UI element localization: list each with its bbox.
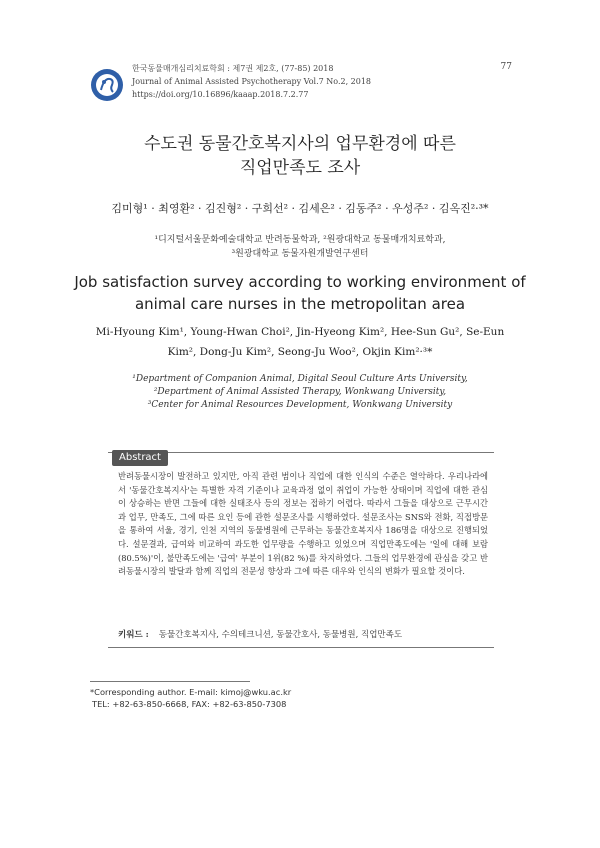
footnote-divider (90, 681, 250, 682)
english-affiliation-line: ²Department of Animal Assisted Therapy, Wonkwang University, (153, 387, 447, 397)
english-affiliation-line: ¹Department of Companion Animal, Digital Seoul Culture Arts University, (132, 374, 468, 384)
english-title-line: animal care nurses in the metropolitan area (134, 295, 466, 313)
abstract-label: Abstract (112, 450, 168, 466)
contact-numbers: TEL: +82-63-850-6668, FAX: +82-63-850-7308 (92, 699, 287, 709)
korean-affiliations (40, 233, 560, 261)
english-title (40, 271, 560, 315)
korean-title (40, 132, 560, 180)
abstract-text: 반려동물시장이 발전하고 있지만, 아직 관련 범이나 직업에 대한 인식의 수준은 열악하다. 우리나라에서 '동물간호복지사'는 특별한 자격 기준이나 교육과정 없이 취업이 가능한 상태이며 직업에 대한 관심이 상승하는 반면 그들에 대한 실태조사 등의 정보는 접하기 어렵다. 따라서 그들을 대상으로 근무시간과 업무, 만족도, 그에 따른 요인 등에 관한 설문조사를 시행하였다. 설문조사는 SNS와 전화, 직접방문을 통하여 서울, 경기, 인천 지역의 동물병원에 근무하는 동물간호복지사 186명을 대상으로 진행되었다. 설문결과, 급여와 비교하여 과도한 업무량을 수행하고 있었으며 직업만족도에는 '일에 대해 보람(80.5%)'이, 불만족도에는 '급여' 부분이 1위(82 %)를 차지하였다. 그들의 업무환경에 관심을 갖고 반려동물시장의 발달과 함께 직업의 전문성 향상과 그에 따른 대우와 인식의 변화가 필요할 것이다. (118, 471, 488, 577)
journal-header-korean: 한국동물매개심리치료학회 : 제7권 제2호, (77-85) 2018 (132, 64, 334, 73)
page-number: 77 (500, 62, 512, 72)
korean-title-line: 직업만족도 조사 (239, 158, 361, 178)
english-authors (90, 322, 510, 362)
corresponding-author: *Corresponding author. E-mail: kimoj@wku.ac.kr (90, 687, 292, 697)
keywords-label: 키워드 : (118, 630, 149, 640)
society-logo (90, 68, 124, 102)
footnote (90, 686, 291, 710)
doi-link[interactable]: https://doi.org/10.16896/kaaap.2018.7.2.77 (132, 90, 309, 99)
korean-title-line: 수도권 동물간호복지사의 업무환경에 따른 (144, 134, 456, 154)
journal-header (132, 62, 371, 101)
keywords-list: 동물간호복지사, 수의테크니션, 동물간호사, 동물병원, 직업만족도 (158, 630, 403, 640)
english-title-line: Job satisfaction survey according to working environment of (74, 273, 526, 291)
korean-affiliation-line: ¹디지털서울문화예술대학교 반려동물학과, ²원광대학교 동물매개치료학과, (154, 235, 446, 245)
english-authors-line: Kim², Dong-Ju Kim², Seong-Ju Woo², Okjin Kim²·³* (167, 346, 433, 358)
english-affiliation-line: ³Center for Animal Resources Development, Wonkwang University (147, 400, 453, 410)
english-affiliations (40, 373, 560, 412)
korean-affiliation-line: ³원광대학교 동물자원개발연구센터 (231, 249, 369, 259)
journal-header-english: Journal of Animal Assisted Psychotherapy Vol.7 No.2, 2018 (132, 77, 372, 86)
korean-authors: 김미형¹ · 최영환² · 김진형² · 구희선² · 김세은² · 김동주² · 우성주² · 김옥진²·³* (111, 202, 489, 215)
keywords (118, 628, 488, 640)
english-authors-line: Mi-Hyoung Kim¹, Young-Hwan Choi², Jin-Hyeong Kim², Hee-Sun Gu², Se-Eun (95, 326, 505, 338)
